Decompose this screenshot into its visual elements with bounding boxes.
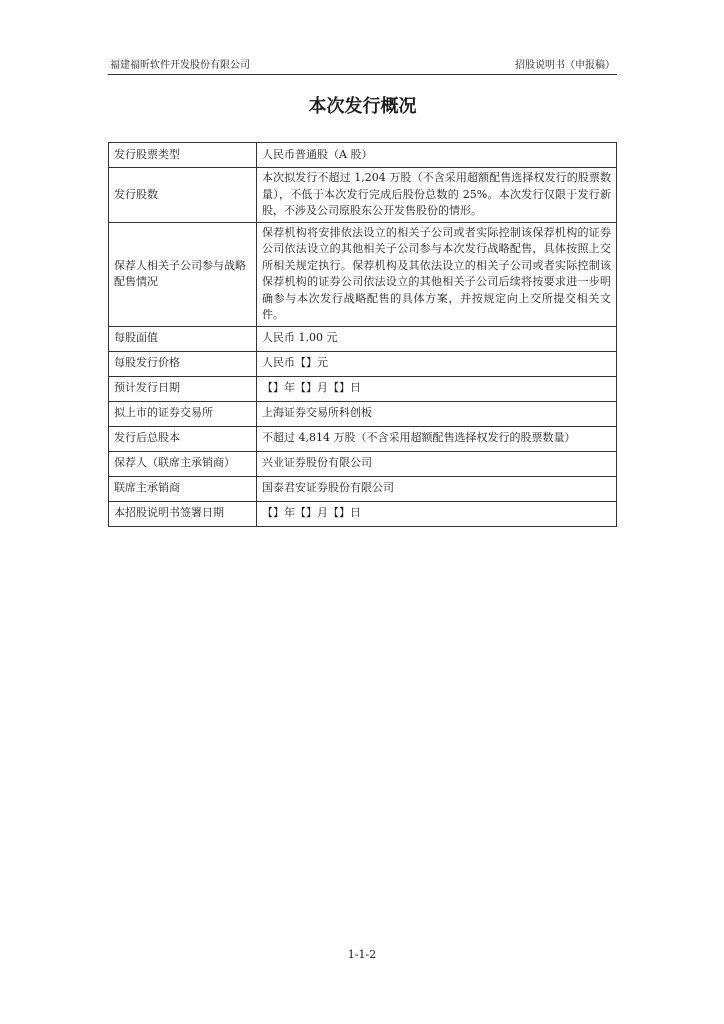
row-value: 【】年【】月【】日	[257, 501, 617, 526]
page-header	[108, 58, 617, 75]
row-value: 本次拟发行不超过 1,204 万股（不含采用超额配售选择权发行的股票数量），不低于本次发行完成后股份总数的 25%。本次发行仅限于发行新股，不涉及公司原股东公开发售股份的情形。	[257, 168, 617, 223]
table-row	[109, 401, 617, 426]
row-value: 上海证券交易所科创板	[257, 401, 617, 426]
table-row	[109, 326, 617, 351]
table-row	[109, 451, 617, 476]
row-value: 人民币 1.00 元	[257, 326, 617, 351]
row-label: 保荐人相关子公司参与战略配售情况	[109, 222, 257, 326]
table-row	[109, 501, 617, 526]
row-value: 保荐机构将安排依法设立的相关子公司或者实际控制该保荐机构的证券公司依法设立的其他相关子公司参与本次发行战略配售，具体按照上交所相关规定执行。保荐机构及其依法设立的相关子公司或者实际控制该保荐机构的证券公司依法设立的其他相关子公司后续将按要求进一步明确参与本次发行战略配售的具体方案，并按规定向上交所提交相关文件。	[257, 222, 617, 326]
row-label: 发行股票类型	[109, 143, 257, 168]
row-value: 国泰君安证券股份有限公司	[257, 476, 617, 501]
row-label: 拟上市的证券交易所	[109, 401, 257, 426]
table-row	[109, 222, 617, 326]
table-row	[109, 376, 617, 401]
page-number: 1-1-2	[347, 948, 377, 961]
row-label: 发行股数	[109, 168, 257, 223]
header-company: 福建福昕软件开发股份有限公司	[110, 60, 250, 71]
row-value: 兴业证券股份有限公司	[257, 451, 617, 476]
row-label: 每股发行价格	[109, 351, 257, 376]
row-label: 预计发行日期	[109, 376, 257, 401]
row-label: 本招股说明书签署日期	[109, 501, 257, 526]
row-value: 人民币普通股（A 股）	[257, 143, 617, 168]
row-value: 不超过 4,814 万股（不含采用超额配售选择权发行的股票数量）	[257, 426, 617, 451]
page-title: 本次发行概况	[308, 96, 417, 117]
row-label: 联席主承销商	[109, 476, 257, 501]
header-doc-type: 招股说明书（申报稿）	[515, 60, 615, 71]
row-label: 保荐人（联席主承销商）	[109, 451, 257, 476]
row-label: 发行后总股本	[109, 426, 257, 451]
table-row	[109, 351, 617, 376]
table-row	[109, 168, 617, 223]
offering-summary-table	[108, 142, 617, 527]
table-row	[109, 426, 617, 451]
row-label: 每股面值	[109, 326, 257, 351]
row-value: 【】年【】月【】日	[257, 376, 617, 401]
table-row	[109, 143, 617, 168]
row-value: 人民币【】元	[257, 351, 617, 376]
table-row	[109, 476, 617, 501]
